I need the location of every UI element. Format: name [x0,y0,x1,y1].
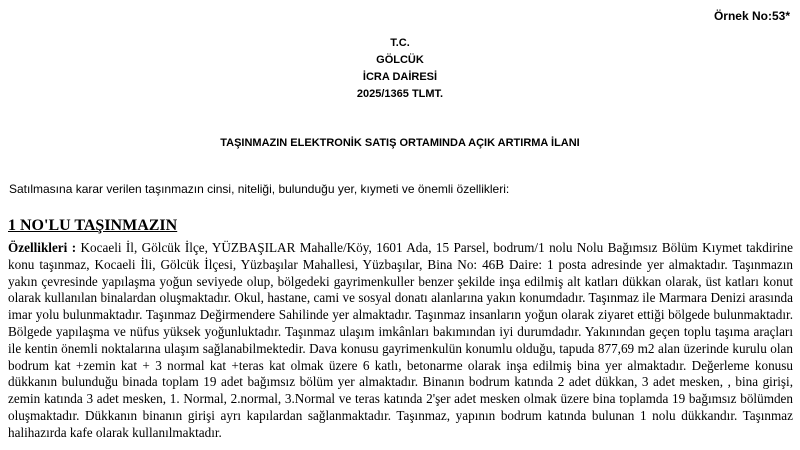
document-header [0,35,800,103]
header-file-number: 2025/1365 TLMT. [356,88,444,100]
example-number: Örnek No:53* [713,9,790,23]
header-tc: T.C. [390,37,410,49]
intro-text: Satılmasına karar verilen taşınmazın cinsi, niteliği, bulunduğu yer, kıymeti ve önemli özellikleri: [9,182,510,196]
property-description [8,240,793,442]
properties-label: Özellikleri : [8,240,77,255]
properties-text: Kocaeli İl, Gölcük İlçe, YÜZBAŞILAR Mahalle/Köy, 1601 Ada, 15 Parsel, bodrum/1 nolu Nolu Bağımsız Bölüm Kıymet takdirine konu taşınmaz, Kocaeli İli, Gölcük İlçesi, Yüzbaşılar Mahallesi, Yüzbaşılar, Bina No: 46B Daire: 1 posta adresinde yer almaktadır. Taşınmazın yakın çevresinde yapılaşma yoğun seviyede olup, bölgedeki gayrimenkuller benzer şekilde inşa edilmiş alt katları dükkan olarak, üst katları konut olarak kullanılan binalardan oluşmaktadır. Okul, hastane, cami ve sosyal donatı alanlarına yakın konumdadır. Taşınmaz ile Marmara Denizi arasında imar yolu bulunmaktadır. Taşınmaz Değirmendere Sahilinde yer almaktadır. Taşınmaz insanların yoğun olarak ziyaret ettiği bölgede bulunmaktadır. Bölgede yapılaşma ve nüfus yüksek yoğunluktadır. Taşınmaz ulaşım imkânları bakımından iyi durumdadır. Yakınından geçen toplu taşıma araçları ile kentin önemli noktalarına ulaşım sağlanabilmektedir. Dava konusu gayrimenkulün konumlu olduğu, tapuda 877,69 m2 alan üzerinde kurulu olan bodrum kat +zemin kat + 3 normal kat +teras kat olmak üzere 6 katlı, betonarme olarak inşa edilmiş bina yer almaktadır. Değerleme konusu dükkanın bulunduğu binada toplam 19 adet bağımsız bölüm yer almaktadır. Binanın bodrum katında 2 adet dükkan, 3 adet mesken, , bina girişi, zemin katında 3 adet mesken, 1. Normal, 2.normal, 3.Normal ve teras katında 2'şer adet mesken olmak üzere bina toplamda 19 bağımsız bölümden oluşmaktadır. Dükkanın binanın girişi ayrı kapılardan sağlanmaktadır. Taşınmaz, yapının bodrum katında bulunan 1 nolu dükkandır. Taşınmaz halihazırda kafe olarak kullanılmaktadır. [8,240,794,440]
header-office: İCRA DAİRESİ [362,71,438,83]
header-city: GÖLCÜK [376,54,424,66]
document-title: TAŞINMAZIN ELEKTRONİK SATIŞ ORTAMINDA AÇIK ARTIRMA İLANI [220,137,580,149]
section-heading: 1 NO'LU TAŞINMAZIN [8,217,178,234]
